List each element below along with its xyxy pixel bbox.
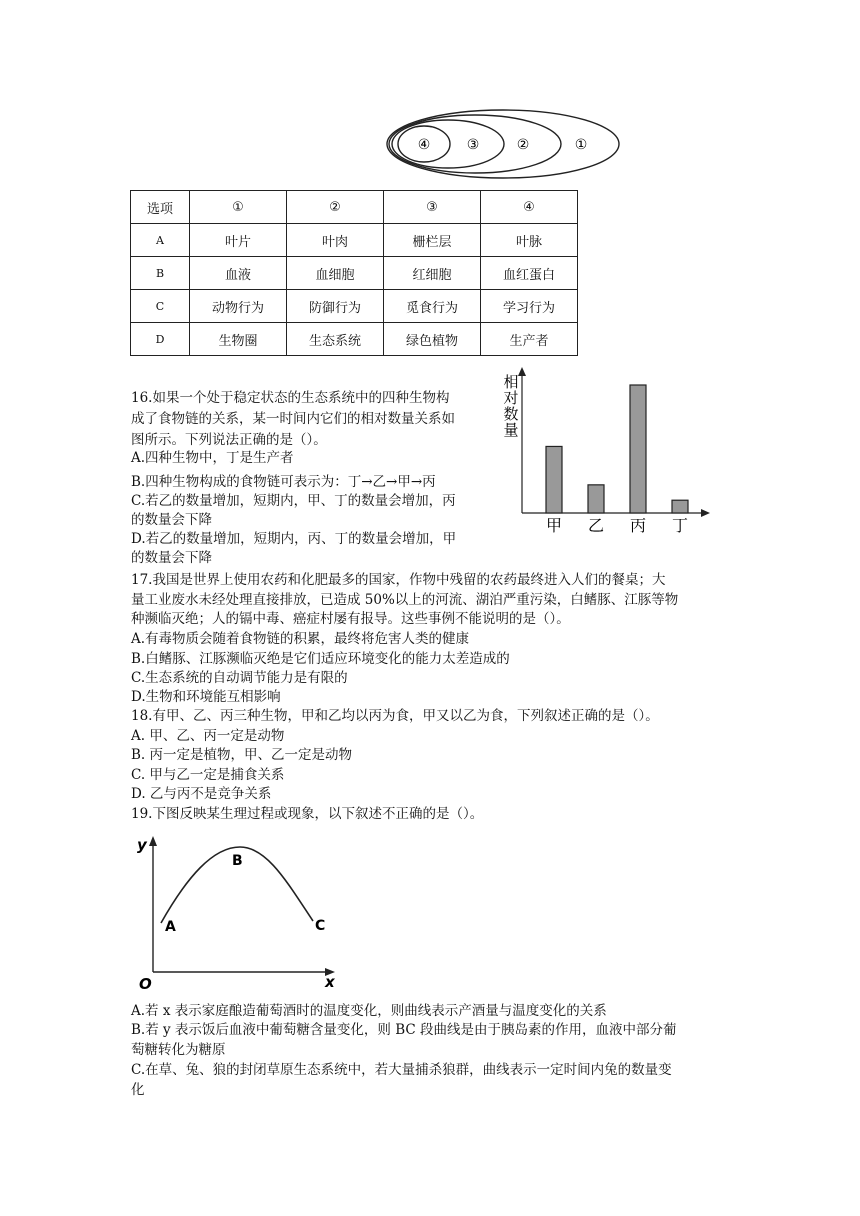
- bar-y-axis-arrow: [518, 367, 526, 376]
- table-header-row: [131, 191, 578, 224]
- q18-line: D. 乙与丙不是竞争关系: [131, 786, 272, 802]
- table-cell: 生态系统: [287, 323, 384, 356]
- bar-丁: [672, 500, 688, 513]
- q17-line: C.生态系统的自动调节能力是有限的: [131, 670, 348, 686]
- table-cell: 叶片: [190, 224, 287, 257]
- table-row: [131, 257, 578, 290]
- curve-point-b: B: [232, 853, 243, 869]
- q18-line: B. 丙一定是植物，甲、乙一定是动物: [131, 747, 353, 763]
- table-cell: 血液: [190, 257, 287, 290]
- table-cell: 血红蛋白: [481, 257, 578, 290]
- table-row: [131, 224, 578, 257]
- table-cell: A: [131, 224, 190, 257]
- curve-x-label: x: [325, 973, 335, 991]
- q16-line: B.四种生物构成的食物链可表示为：丁→乙→甲→丙: [131, 474, 436, 490]
- table-cell: ①: [190, 191, 287, 224]
- curve-point-c: C: [315, 918, 326, 934]
- curve-y-label: y: [137, 836, 147, 854]
- q19-line: 萄糖转化为糖原: [131, 1042, 226, 1058]
- q16-line: 成了食物链的关系，某一时间内它们的相对数量关系如: [131, 411, 455, 427]
- venn-label-3: ③: [466, 137, 480, 153]
- q19-line: A.若 x 表示家庭酿造葡萄酒时的温度变化，则曲线表示产酒量与温度变化的关系: [131, 1003, 607, 1019]
- q16-line: 的数量会下降: [131, 512, 212, 528]
- bar-y-label-char: 相: [503, 373, 519, 391]
- bar-y-label-char: 数: [503, 405, 519, 423]
- table-cell: 选项: [131, 191, 190, 224]
- table-cell: 红细胞: [384, 257, 481, 290]
- q16-line: 16.如果一个处于稳定状态的生态系统中的四种生物构: [131, 390, 450, 406]
- q18-line: 18.有甲、乙、丙三种生物，甲和乙均以丙为食，甲又以乙为食，下列叙述正确的是（）。: [131, 708, 659, 724]
- curve-point-a: A: [165, 919, 176, 935]
- curve-origin-label: O: [139, 975, 152, 992]
- bar-category-label: 甲: [545, 516, 563, 535]
- table-cell: 动物行为: [190, 290, 287, 323]
- options-table: [130, 190, 578, 356]
- bar-category-label: 乙: [587, 516, 605, 535]
- q16-line: 图所示。下列说法正确的是（）。: [131, 432, 327, 448]
- table-cell: 叶脉: [481, 224, 578, 257]
- bar-category-label: 丙: [629, 516, 647, 535]
- q19-intro: 19.下图反映某生理过程或现象，以下叙述不正确的是（）。: [131, 806, 484, 822]
- ellipse-3: [392, 120, 504, 168]
- bar-x-axis-arrow: [701, 509, 710, 517]
- q17-line: 种濒临灭绝；人的镉中毒、癌症村屡有报导。这些事例不能说明的是（）。: [131, 611, 570, 627]
- table-cell: 叶肉: [287, 224, 384, 257]
- nested-ellipse-diagram: [385, 108, 625, 180]
- table-cell: 栅栏层: [384, 224, 481, 257]
- table-cell: ④: [481, 191, 578, 224]
- q17-line: B.白鳍豚、江豚濒临灭绝是它们适应环境变化的能力太差造成的: [131, 651, 510, 667]
- table-cell: C: [131, 290, 190, 323]
- q16-line: 的数量会下降: [131, 550, 212, 566]
- table-cell: 生产者: [481, 323, 578, 356]
- table-cell: ②: [287, 191, 384, 224]
- venn-label-2: ②: [516, 137, 530, 153]
- venn-label-1: ①: [574, 137, 588, 153]
- table-cell: 觅食行为: [384, 290, 481, 323]
- table-cell: 绿色植物: [384, 323, 481, 356]
- q19-line: 化: [131, 1082, 145, 1098]
- table-cell: 血细胞: [287, 257, 384, 290]
- table-cell: 防御行为: [287, 290, 384, 323]
- table-cell: D: [131, 323, 190, 356]
- q18-line: A. 甲、乙、丙一定是动物: [131, 728, 285, 744]
- bar-丙: [630, 385, 646, 513]
- q17-line: D.生物和环境能互相影响: [131, 689, 281, 705]
- q19-line: B.若 y 表示饭后血液中葡萄糖含量变化，则 BC 段曲线是由于胰岛素的作用，血液中部分葡: [131, 1022, 677, 1038]
- q16-line: D.若乙的数量增加，短期内，丙、丁的数量会增加，甲: [131, 531, 457, 547]
- table-cell: 学习行为: [481, 290, 578, 323]
- bar-y-label-char: 量: [503, 421, 519, 439]
- table-row: [131, 323, 578, 356]
- bar-乙: [588, 485, 604, 513]
- curve-y-axis-arrow: [149, 836, 157, 846]
- q17-line: 量工业废水未经处理直接排放，已造成 50%以上的河流、湖泊严重污染，白鳍豚、江豚等物: [131, 592, 679, 608]
- q16-line: C.若乙的数量增加，短期内，甲、丁的数量会增加，丙: [131, 493, 456, 509]
- table-cell: 生物圈: [190, 323, 287, 356]
- bar-category-label: 丁: [671, 516, 689, 535]
- bar-甲: [546, 446, 562, 513]
- table-cell: ③: [384, 191, 481, 224]
- table-cell: B: [131, 257, 190, 290]
- table-row: [131, 290, 578, 323]
- bar-chart: [500, 365, 715, 535]
- q16-line: A.四种生物中，丁是生产者: [131, 450, 294, 466]
- venn-label-4: ④: [417, 137, 431, 153]
- bar-y-label-char: 对: [503, 389, 519, 407]
- q17-line: A.有毒物质会随着食物链的积累，最终将危害人类的健康: [131, 631, 470, 647]
- bar-y-axis-label: [503, 373, 518, 439]
- q19-line: C.在草、兔、狼的封闭草原生态系统中，若大量捕杀狼群，曲线表示一定时间内兔的数量变: [131, 1062, 672, 1078]
- curve-chart: [135, 832, 345, 992]
- q17-line: 17.我国是世界上使用农药和化肥最多的国家，作物中残留的农药最终进入人们的餐桌；大: [131, 572, 666, 588]
- q18-line: C. 甲与乙一定是捕食关系: [131, 767, 285, 783]
